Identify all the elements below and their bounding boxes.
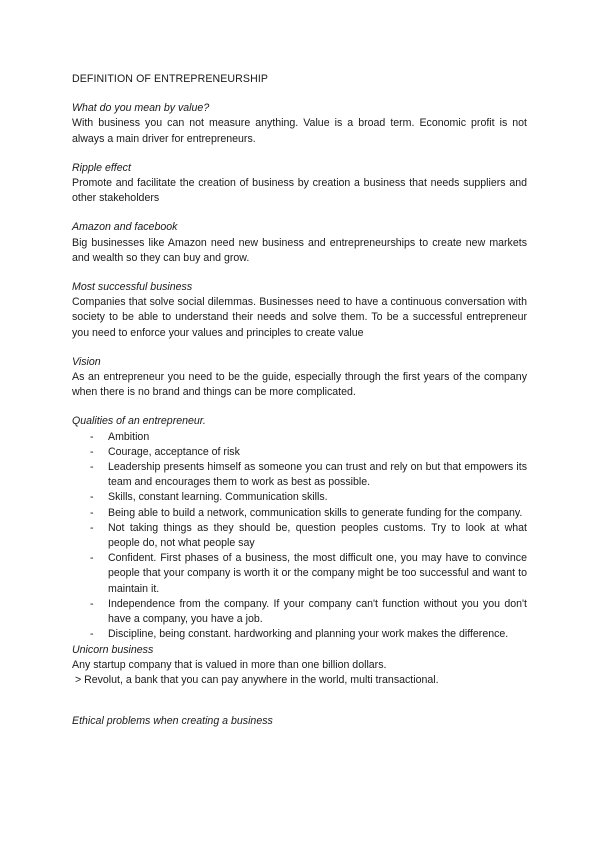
list-item-text: Not taking things as they should be, question peoples customs. Try to look at what people do, not what people say xyxy=(108,521,527,550)
list-item-text: Ambition xyxy=(108,430,150,443)
unicorn-definition: Any startup company that is valued in more than one billion dollars. xyxy=(72,658,387,671)
section-ripple-effect xyxy=(72,161,527,207)
bullet-dash: - xyxy=(90,521,94,534)
section-text: With business you can not measure anything. Value is a broad term. Economic profit is not always a main driver for entrepreneurs. xyxy=(72,117,527,145)
bullet-dash: - xyxy=(90,445,94,458)
document-page xyxy=(72,72,527,743)
unicorn-example: > Revolut, a bank that you can pay anywhere in the world, multi transactional. xyxy=(72,673,439,686)
list-item xyxy=(90,521,527,551)
list-item-text: Courage, acceptance of risk xyxy=(108,445,240,458)
bullet-dash: - xyxy=(90,461,94,474)
ethical-heading: Ethical problems when creating a business xyxy=(72,715,273,728)
list-item xyxy=(90,490,527,505)
bullet-dash: - xyxy=(90,628,94,641)
list-item-text: Being able to build a network, communication skills to generate funding for the company. xyxy=(108,506,523,519)
list-item-text: Leadership presents himself as someone you can trust and rely on but that empowers its team and encourages them to work as best as possible. xyxy=(108,461,527,489)
section-text: As an entrepreneur you need to be the guide, especially through the first years of the company when there is no brand and things can be more complicated. xyxy=(72,371,527,399)
list-item xyxy=(90,597,527,627)
section-unicorn xyxy=(72,643,527,689)
section-ethical xyxy=(72,714,527,729)
section-vision xyxy=(72,355,527,401)
list-item-text: Skills, constant learning. Communication skills. xyxy=(108,491,328,504)
document-title: DEFINITION OF ENTREPRENEURSHIP xyxy=(72,73,269,85)
section-amazon-facebook xyxy=(72,220,527,266)
list-item xyxy=(90,627,527,642)
section-heading: Vision xyxy=(72,355,101,368)
section-qualities xyxy=(72,414,527,642)
list-item-text: Confident. First phases of a business, the most difficult one, you may have to convince people that your company is worth it or the company might be too successful and want to maintain it. xyxy=(108,552,527,595)
list-item-text: Independence from the company. If your company can't function without you you don't have a company, you have a job. xyxy=(108,597,527,626)
section-heading: What do you mean by value? xyxy=(72,102,210,115)
qualities-heading: Qualities of an entrepreneur. xyxy=(72,415,206,428)
section-most-successful xyxy=(72,280,527,341)
section-text: Companies that solve social dilemmas. Businesses need to have a continuous conversation with society to be able to understand their needs and solve them. To be a successful entrepreneur you need to enforce your values and principles to create value xyxy=(72,296,527,339)
unicorn-heading: Unicorn business xyxy=(72,643,154,656)
section-value xyxy=(72,101,527,147)
list-item xyxy=(90,551,527,597)
section-text: Big businesses like Amazon need new business and entrepreneurships to create new markets and wealth so they can buy and grow. xyxy=(72,236,527,264)
list-item xyxy=(90,430,527,445)
list-item xyxy=(90,506,527,521)
bullet-dash: - xyxy=(90,491,94,504)
list-item xyxy=(90,460,527,490)
section-text: Promote and facilitate the creation of business by creation a business that needs suppliers and other stakeholders xyxy=(72,177,527,205)
section-heading: Ripple effect xyxy=(72,161,131,174)
list-item-text: Discipline, being constant. hardworking and planning your work makes the difference. xyxy=(108,628,509,641)
bullet-dash: - xyxy=(90,597,94,610)
list-item xyxy=(90,445,527,460)
section-heading: Most successful business xyxy=(72,281,193,294)
bullet-dash: - xyxy=(90,506,94,519)
bullet-dash: - xyxy=(90,430,94,443)
qualities-list xyxy=(72,430,527,643)
section-heading: Amazon and facebook xyxy=(72,221,178,234)
bullet-dash: - xyxy=(90,552,94,565)
